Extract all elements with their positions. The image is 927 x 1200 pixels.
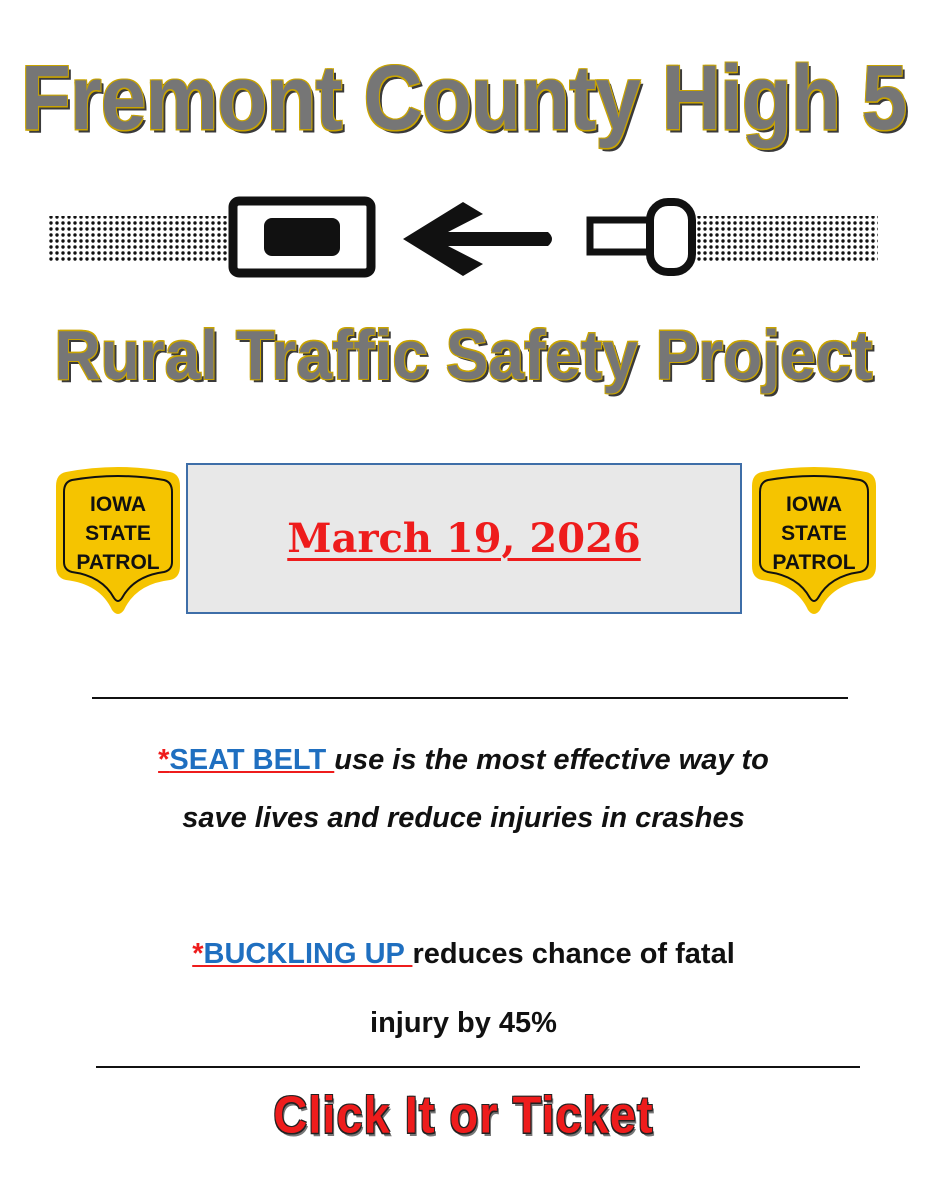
page-subtitle: Rural Traffic Safety Project [54,316,873,394]
event-date-box [186,463,742,614]
divider-bottom [96,1066,860,1068]
belt-strap-right [696,216,878,262]
iowa-state-patrol-badge-right [752,466,876,616]
fact-buckling-line2: injury by 45% [370,1007,557,1039]
divider-top [92,697,848,699]
fact-marker: * [192,938,204,970]
seatbelt-graphic [48,196,878,280]
event-date: March 19, 2026 [287,515,641,562]
seatbelt-buckle-icon [233,201,371,273]
slogan: Click It or Ticket [273,1085,654,1144]
page-title: Fremont County High 5 [20,47,907,150]
seatbelt-tongue-icon [590,202,692,272]
fact-seatbelt-line1 [0,744,927,777]
fact-marker: * [158,744,170,776]
belt-strap-left [48,216,230,262]
iowa-state-patrol-badge-left [56,466,180,616]
fact-keyword-seatbelt: SEAT BELT [169,744,335,776]
badge-label: IOWA STATE PATROL [772,493,856,574]
fact-keyword-buckling: BUCKLING UP [203,938,413,970]
fact-text: use is the most effective way to [334,744,769,776]
arrow-left-icon [403,202,552,276]
fact-seatbelt-line2: save lives and reduce injuries in crashes [182,802,745,834]
fact-buckling-line1 [0,938,927,971]
fact-text: reduces chance of fatal [412,938,735,970]
badge-label: IOWA STATE PATROL [76,493,160,574]
